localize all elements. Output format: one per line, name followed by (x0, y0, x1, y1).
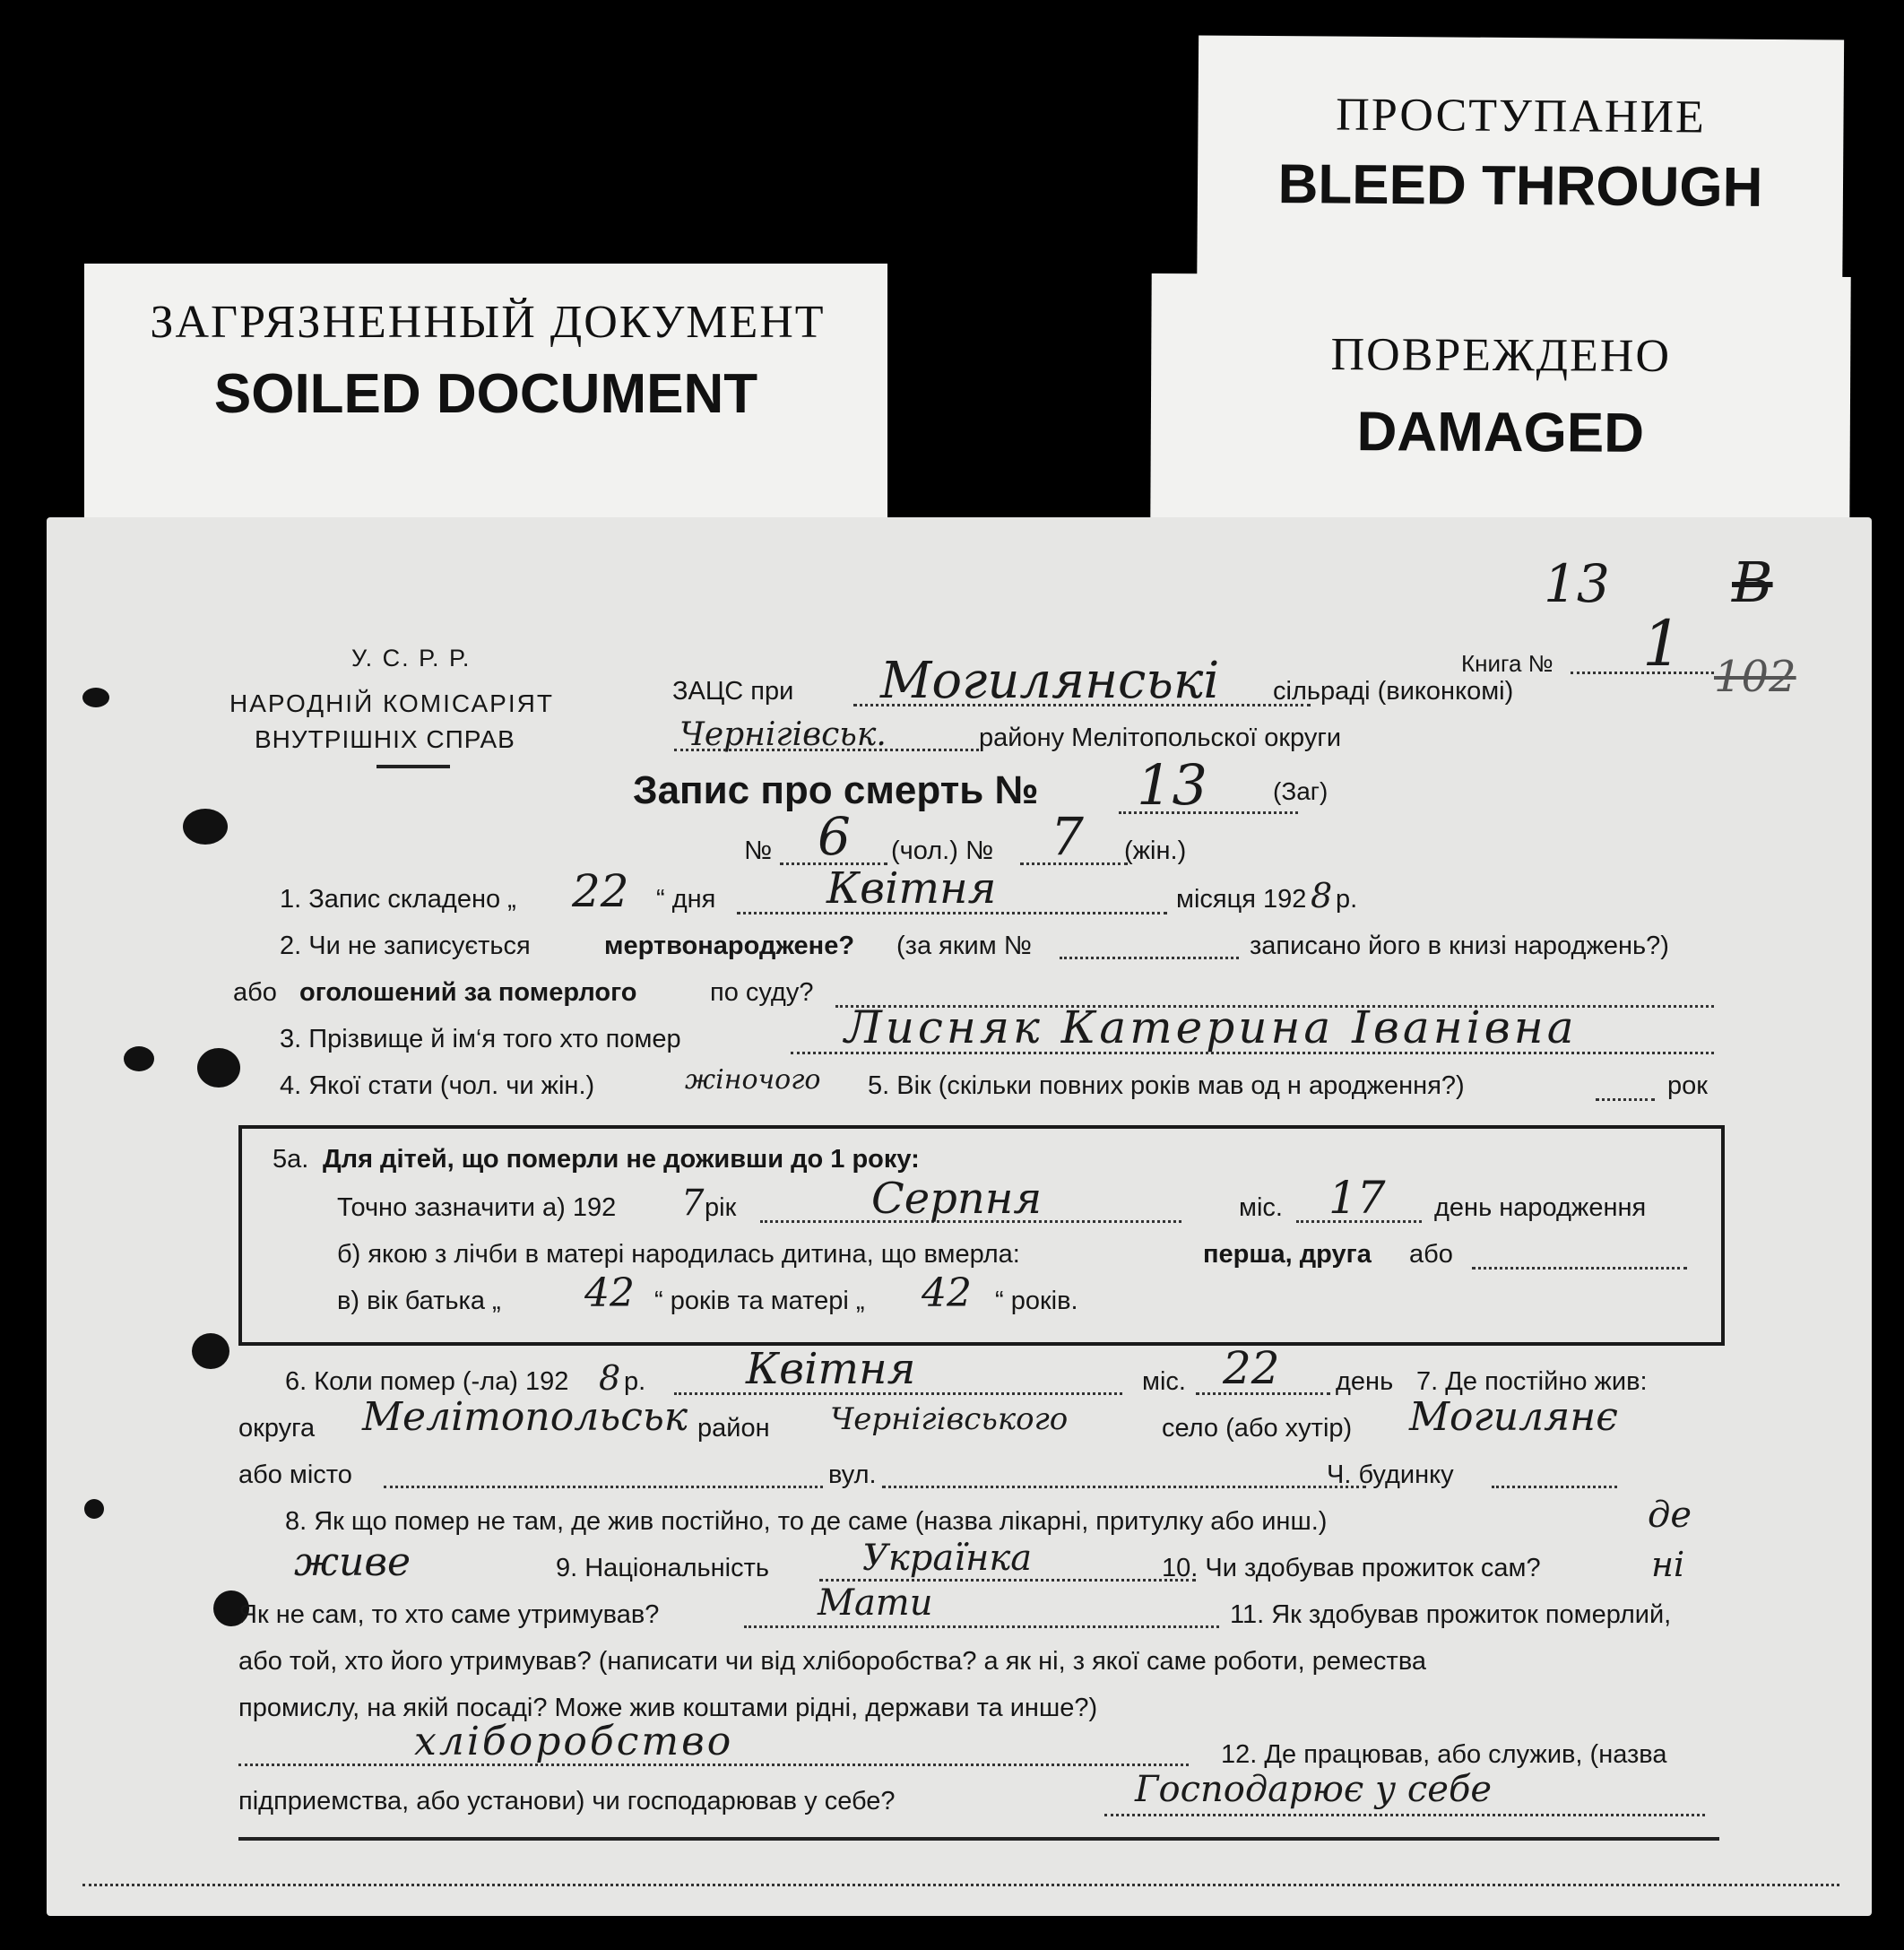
q10b-label: Як не сам, то хто саме утримував? (238, 1600, 660, 1629)
binder-hole (197, 1048, 240, 1088)
q5a-birth-day: 17 (1328, 1172, 1386, 1224)
district-value: Чернігівськ. (679, 716, 887, 753)
ministry-line-1: НАРОДНІЙ КОМІСАРІЯТ (229, 689, 554, 717)
q5-suffix: рок (1667, 1071, 1708, 1100)
q5a-day-label: день народження (1434, 1193, 1647, 1222)
q12-label-1: 12. Де працював, або служив, (назва (1221, 1740, 1667, 1769)
father-age: 42 (584, 1270, 635, 1316)
q5-age-line (1596, 1098, 1655, 1101)
binder-hole (84, 1499, 104, 1519)
q12-line (1104, 1814, 1705, 1816)
binder-hole (82, 688, 109, 707)
q2b-label: або (233, 978, 277, 1007)
q10-label: 10. Чи здобував прожиток сам? (1162, 1554, 1541, 1582)
q6-label: 6. Коли помер (-ла) 192 (285, 1367, 569, 1396)
q2b-declared-dead: оголошений за померлого (299, 978, 637, 1007)
q5-label: 5. Вік (скільки повних років мав од н ародження?) (868, 1071, 1465, 1100)
mother-age: 42 (922, 1270, 972, 1316)
q5a-line-b-bold: перша, друга (1203, 1240, 1372, 1269)
q2-label-c: записано його в книзі народжень?) (1250, 932, 1669, 960)
q5a-line-b-end: або (1409, 1240, 1453, 1269)
record-number: 13 (1137, 752, 1207, 818)
q1-label: 1. Запис складено „ (280, 885, 516, 914)
record-suffix: (Заг) (1273, 777, 1328, 805)
q2-label: 2. Чи не записується (280, 932, 531, 960)
q6-death-month: Квітня (746, 1344, 916, 1394)
q11-line-1: або той, хто його утримував? (написати чи від хліборобства? а як ні, з якої саме роботи, ремества (238, 1647, 1427, 1676)
q7-okruga-label: округа (238, 1414, 316, 1443)
q1-month-label: місяця 192 (1176, 885, 1307, 914)
female-label: (жін.) (1124, 836, 1187, 865)
q2-label-b: (за яким № (896, 932, 1032, 960)
q7-label: 7. Де постійно жив: (1416, 1367, 1648, 1396)
death-record-form (47, 517, 1872, 1916)
q1-month: Квітня (827, 863, 997, 914)
q5a-heading: Для дітей, що померли не доживши до 1 року: (323, 1145, 920, 1174)
bottom-edge (82, 1884, 1839, 1886)
q1-day-close: “ дня (656, 885, 716, 914)
q8-value-2: живе (294, 1539, 411, 1585)
q9-label: 9. Національність (556, 1554, 770, 1582)
no-label: № (744, 836, 773, 865)
q1-year-suffix: р. (1336, 885, 1358, 914)
district-line (674, 749, 979, 751)
soiled-document-label (84, 264, 887, 524)
male-label: (чол.) № (891, 836, 994, 865)
q2-stillborn: мертвонароджене? (604, 932, 855, 960)
deceased-name: Лисняк Катерина Іванівна (844, 1001, 1578, 1053)
q1-year-digit: 8 (1311, 876, 1333, 915)
q7-village: Могилянє (1409, 1394, 1618, 1440)
corner-letter: В (1732, 550, 1773, 615)
q3-label: 3. Прізвище й ім‘я того хто помер (280, 1025, 681, 1053)
q8-value-1: де (1648, 1495, 1692, 1536)
book-value: 1 (1642, 607, 1683, 680)
binder-hole (183, 809, 228, 845)
q7-house-line (1492, 1486, 1617, 1488)
ussr-heading: У. С. Р. Р. (351, 645, 472, 672)
q5a-birth-month: Серпня (871, 1174, 1043, 1224)
q12-value: Господарює у себе (1135, 1769, 1493, 1810)
q11-label: 11. Як здобував прожиток померлий, (1230, 1600, 1672, 1629)
q10b-line (744, 1625, 1219, 1628)
corner-crossed-number: 102 (1714, 652, 1796, 702)
q6-month-label: міс. (1142, 1367, 1186, 1396)
ministry-line-2: ВНУТРІШНІХ СПРАВ (255, 725, 515, 753)
soiled-label-en: SOILED DOCUMENT (213, 363, 758, 425)
district-suffix: району Мелітопольскої округи (979, 724, 1342, 752)
q4-sex: жіночого (685, 1064, 821, 1096)
q6-year-digit: 8 (599, 1358, 621, 1398)
q5a-year-digit: 7 (681, 1183, 705, 1224)
q5a-number: 5а. (273, 1145, 309, 1174)
q9-line (819, 1579, 1196, 1582)
q2b-label-b: по суду? (710, 978, 814, 1007)
soiled-label-ru: ЗАГРЯЗНЕННЫЙ ДОКУМЕНТ (150, 297, 826, 348)
q6-death-day: 22 (1223, 1342, 1280, 1394)
female-count: 7 (1051, 806, 1084, 867)
q7-village-label: село (або хутір) (1162, 1414, 1353, 1443)
corner-number: 13 (1544, 553, 1610, 614)
q12-label-2: підприемства, або установи) чи господарював у себе? (238, 1787, 896, 1816)
q7-rayon: Чернігівського (830, 1401, 1069, 1437)
binder-hole (192, 1333, 229, 1369)
binder-hole (124, 1046, 154, 1071)
bottom-rule (238, 1837, 1719, 1841)
q5a-line-c-mid: “ років та матері „ (654, 1287, 865, 1315)
q8-label: 8. Як що помер не там, де жив постійно, то де саме (назва лікарні, притулку або инш.) (285, 1507, 1328, 1536)
nationality: Українка (862, 1538, 1033, 1579)
q7-okruga: Мелітопольськ (362, 1394, 688, 1440)
q5a-line-c-end: “ років. (995, 1287, 1078, 1315)
zags-value: Могилянські (880, 652, 1220, 710)
zags-suffix: сільраді (виконкомі) (1273, 677, 1514, 706)
damaged-label (1150, 273, 1850, 528)
q7-street-label: вул. (828, 1460, 877, 1489)
q1-day: 22 (572, 865, 629, 917)
record-title: Запис про смерть № (633, 768, 1039, 812)
bleed-label-ru: ПРОСТУПАНИЕ (1336, 89, 1707, 143)
q5a-year-label: рік (705, 1193, 737, 1222)
q7-city-line (384, 1486, 823, 1488)
book-label: Книга № (1461, 650, 1553, 677)
q10b-value: Мати (818, 1582, 933, 1624)
q4-label: 4. Якої стати (чол. чи жін.) (280, 1071, 595, 1100)
q7-city-label: або місто (238, 1460, 352, 1489)
male-count: 6 (818, 806, 851, 867)
q11-value: хліборобство (414, 1719, 734, 1764)
q11-line-2: промислу, на якій посаді? Може жив коштами рідні, держави та инше?) (238, 1694, 1098, 1722)
q7-rayon-label: район (697, 1414, 770, 1443)
q5a-line-b: б) якою з лічби в матері народилась дитина, що вмерла: (337, 1240, 1020, 1269)
q2-number-line (1060, 957, 1239, 959)
damaged-label-en: DAMAGED (1356, 401, 1645, 464)
q7-street-line (882, 1486, 1366, 1488)
q10-value: ні (1651, 1545, 1685, 1584)
q5a-line-a: Точно зазначити а) 192 (337, 1193, 617, 1222)
q5a-line-b-fill (1472, 1267, 1687, 1270)
q6-day-label: день (1336, 1367, 1394, 1396)
damaged-label-ru: ПОВРЕЖДЕНО (1330, 329, 1672, 382)
q5a-month-label: міс. (1239, 1193, 1283, 1222)
bleed-label-en: BLEED THROUGH (1277, 153, 1763, 219)
q6-year-suffix: р. (624, 1367, 646, 1396)
q7-house-label: Ч. будинку (1327, 1460, 1454, 1489)
zags-prefix: ЗАЦС при (672, 677, 794, 706)
header-divider (376, 765, 450, 768)
q5a-line-c: в) вік батька „ (337, 1287, 501, 1315)
